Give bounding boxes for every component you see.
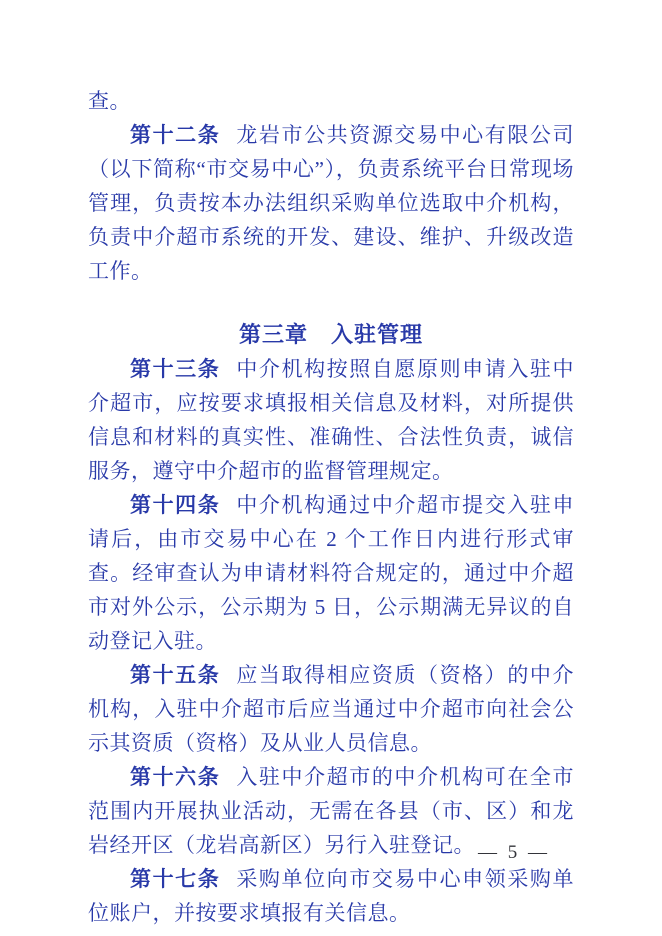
document-body [88, 84, 574, 930]
article-16-text: 入驻中介超市的中介机构可在全市范围内开展执业活动，无需在各县（市、区）和龙岩经开区（龙岩高新区）另行入驻登记。 [88, 765, 575, 857]
article-14 [88, 488, 574, 658]
chapter-heading: 第三章 入驻管理 [238, 322, 423, 347]
article-13-text: 中介机构按照自愿原则申请入驻中介超市，应按要求填报相关信息及材料，对所提供信息和材料的真实性、准确性、合法性负责，诚信服务，遵守中介超市的监督管理规定。 [88, 357, 575, 483]
paragraph-continuation [88, 84, 574, 118]
article-13-label: 第十三条 [130, 357, 221, 381]
article-12-text: 龙岩市公共资源交易中心有限公司（以下简称“市交易中心”），负责系统平台日常现场管理，负责按本办法组织采购单位选取中介机构，负责中介超市系统的开发、建设、维护、升级改造工作。 [88, 123, 575, 283]
article-17 [88, 862, 574, 930]
article-14-text: 中介机构通过中介超市提交入驻申请后，由市交易中心在 2 个工作日内进行形式审查。经审查认为申请材料符合规定的，通过中介超市对外公示，公示期为 5 日，公示期满无异议的自动登记入驻。 [88, 493, 575, 653]
article-12-label: 第十二条 [130, 123, 221, 147]
page-number: — 5 — [478, 842, 550, 863]
paragraph-continuation-text: 查。 [88, 89, 131, 113]
article-12 [88, 118, 574, 288]
article-13 [88, 352, 574, 488]
article-17-text: 采购单位向市交易中心申领采购单位账户，并按要求填报有关信息。 [88, 867, 575, 925]
article-14-label: 第十四条 [130, 493, 221, 517]
article-15-text: 应当取得相应资质（资格）的中介机构，入驻中介超市后应当通过中介超市向社会公示其资质（资格）及从业人员信息。 [88, 663, 575, 755]
article-15 [88, 658, 574, 760]
article-16-label: 第十六条 [130, 765, 221, 789]
article-17-label: 第十七条 [130, 867, 221, 891]
article-15-label: 第十五条 [130, 663, 221, 687]
